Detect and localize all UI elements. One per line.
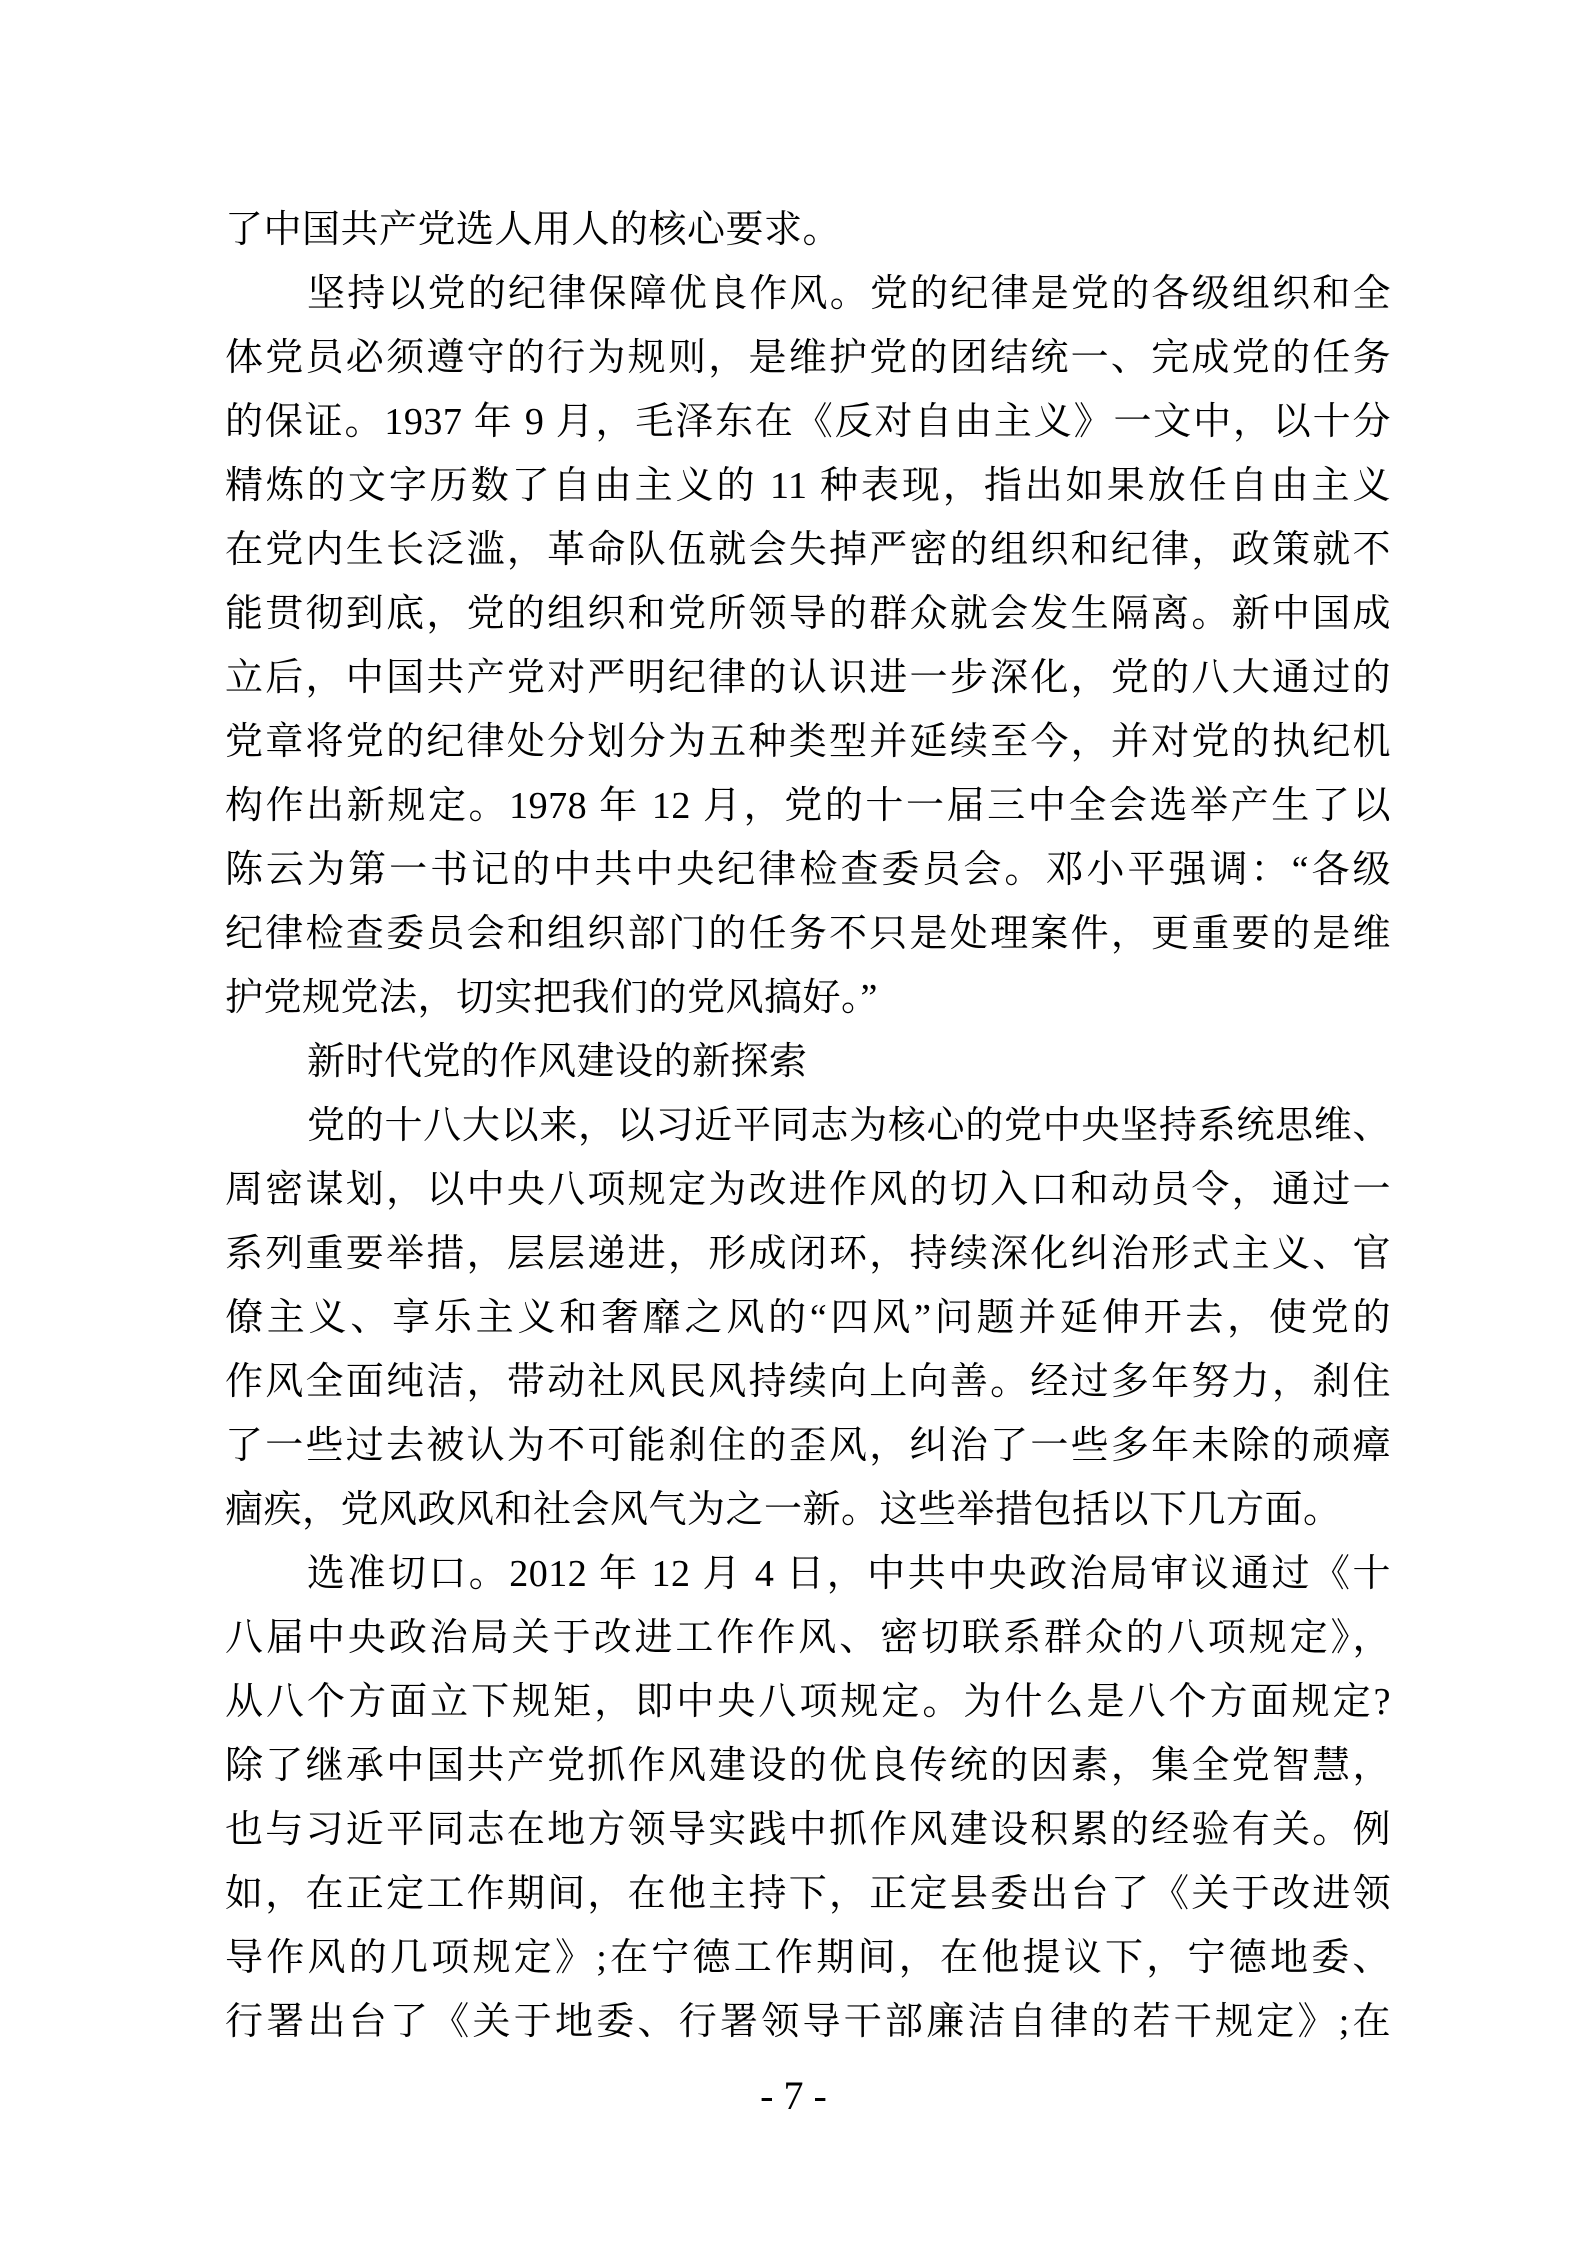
text-line: 如，在正定工作期间，在他主持下，正定县委出台了《关于改进领 bbox=[225, 1873, 1391, 1915]
text-line: 系列重要举措，层层递进，形成闭环，持续深化纠治形式主义、官 bbox=[225, 1233, 1391, 1275]
text-line: 了中国共产党选人用人的核心要求。 bbox=[225, 209, 842, 251]
text-line: 从八个方面立下规矩，即中央八项规定。为什么是八个方面规定? bbox=[225, 1681, 1391, 1723]
text-line: 立后，中国共产党对严明纪律的认识进一步深化，党的八大通过的 bbox=[225, 657, 1391, 699]
text-line: 坚持以党的纪律保障优良作风。党的纪律是党的各级组织和全 bbox=[307, 273, 1391, 315]
text-line: 能贯彻到底，党的组织和党所领导的群众就会发生隔离。新中国成 bbox=[225, 593, 1391, 635]
text-line: 纪律检查委员会和组织部门的任务不只是处理案件，更重要的是维 bbox=[225, 913, 1391, 955]
text-line: 的保证。1937 年 9 月，毛泽东在《反对自由主义》一文中，以十分 bbox=[225, 401, 1391, 443]
text-line: 精炼的文字历数了自由主义的 11 种表现，指出如果放任自由主义 bbox=[225, 465, 1391, 507]
text-line: 在党内生长泛滥，革命队伍就会失掉严密的组织和纪律，政策就不 bbox=[225, 529, 1391, 571]
text-line: 八届中央政治局关于改进工作作风、密切联系群众的八项规定》， bbox=[225, 1617, 1391, 1659]
page-footer bbox=[0, 2072, 1587, 2120]
text-line: 新时代党的作风建设的新探索 bbox=[307, 1041, 808, 1083]
text-line: 导作风的几项规定》;在宁德工作期间，在他提议下，宁德地委、 bbox=[225, 1937, 1391, 1979]
text-line: 也与习近平同志在地方领导实践中抓作风建设积累的经验有关。例 bbox=[225, 1809, 1391, 1851]
text-line: 除了继承中国共产党抓作风建设的优良传统的因素，集全党智慧， bbox=[225, 1745, 1391, 1787]
text-line: 党章将党的纪律处分划分为五种类型并延续至今，并对党的执纪机 bbox=[225, 721, 1391, 763]
text-line: 行署出台了《关于地委、行署领导干部廉洁自律的若干规定》;在 bbox=[225, 2001, 1391, 2043]
text-line: 党的十八大以来，以习近平同志为核心的党中央坚持系统思维、 bbox=[307, 1105, 1391, 1147]
document-body bbox=[225, 198, 1391, 2054]
text-line: 周密谋划，以中央八项规定为改进作风的切入口和动员令，通过一 bbox=[225, 1169, 1391, 1211]
page-number: - 7 - bbox=[760, 2073, 827, 2118]
text-line: 选准切口。2012 年 12 月 4 日，中共中央政治局审议通过《十 bbox=[307, 1553, 1391, 1595]
text-line: 了一些过去被认为不可能刹住的歪风，纠治了一些多年未除的顽瘴 bbox=[225, 1425, 1391, 1467]
text-line: 护党规党法，切实把我们的党风搞好。” bbox=[225, 977, 878, 1019]
text-line: 构作出新规定。1978 年 12 月，党的十一届三中全会选举产生了以 bbox=[225, 785, 1391, 827]
text-line: 陈云为第一书记的中共中央纪律检查委员会。邓小平强调：“各级 bbox=[225, 849, 1391, 891]
text-line: 痼疾，党风政风和社会风气为之一新。这些举措包括以下几方面。 bbox=[225, 1489, 1342, 1531]
text-line: 体党员必须遵守的行为规则，是维护党的团结统一、完成党的任务 bbox=[225, 337, 1391, 379]
text-line: 僚主义、享乐主义和奢靡之风的“四风”问题并延伸开去，使党的 bbox=[225, 1297, 1391, 1339]
text-line: 作风全面纯洁，带动社风民风持续向上向善。经过多年努力，刹住 bbox=[225, 1361, 1391, 1403]
